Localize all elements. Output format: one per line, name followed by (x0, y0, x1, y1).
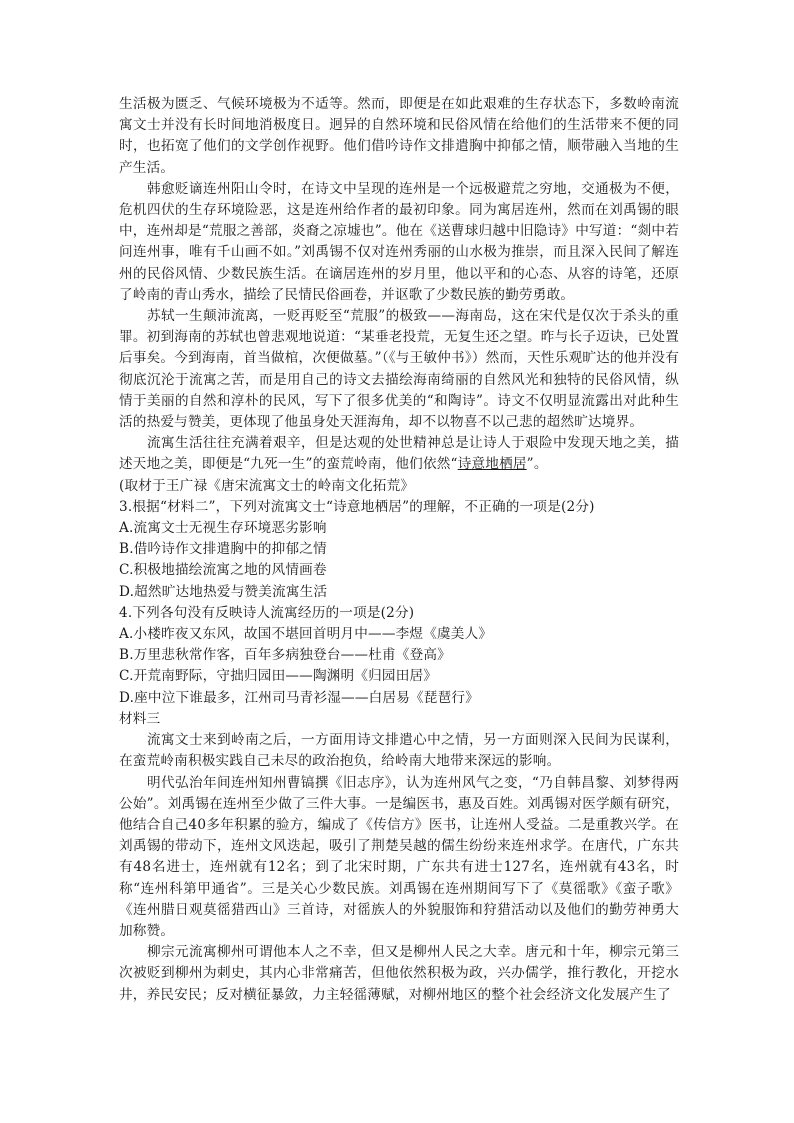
material2-paragraph-4 (119, 433, 679, 475)
paragraph-4-text: 流寓生活往往充满着艰辛，但是达观的处世精神总是让诗人于艰险中发现天地之美，描述天地之美，即便是“九死一生”的蛮荒岭南，他们依然“ (119, 435, 679, 473)
question-4-option-d: D.座中泣下谁最多，江州司马青衫湿——白居易《琵琶行》 (119, 689, 479, 706)
paragraph-4-end: ”。 (526, 456, 548, 473)
question-3-option-d: D.超然旷达地热爱与赞美流寓生活 (119, 583, 328, 600)
question-3-option-c: C.积极地描绘流寓之地的风情画卷 (119, 562, 327, 579)
document-page (119, 94, 679, 1006)
question-3-stem: 3.根据“材料二”，下列对流寓文士“诗意地栖居”的理解，不正确的一项是(2分) (119, 498, 595, 515)
question-4-option-b: B.万里悲秋常作客，百年多病独登台——杜甫《登高》 (119, 647, 451, 664)
question-3-option-b: B.借吟诗作文排遣胸中的抑郁之情 (119, 541, 327, 558)
material2-paragraph-1: 生活极为匮乏、气候环境极为不适等。然而，即便是在如此艰难的生存状态下，多数岭南流寓文士并没有长时间地消极度日。迥异的自然环境和民俗风情在给他们的生活带来不便的同时，也拓宽了他们的文学创作视野。他们借吟诗作文排遣胸中抑郁之情，顺带融入当地的生产生活。 (119, 96, 679, 176)
material3-paragraph-2: 明代弘治年间连州知州曹镐撰《旧志序》，认为连州风气之变，“乃自韩昌黎、刘梦得两公始”。刘禹锡在连州至少做了三件大事。一是编医书，惠及百姓。刘禹锡对医学颇有研究，他结合自己40多年积累的验方，编成了《传信方》医书，让连州人受益。二是重教兴学。在刘禹锡的带动下，连州文风迭起，吸引了荆楚吴越的儒生纷纷来连州求学。在唐代，广东共有48名进士，连州就有12名；到了北宋时期，广东共有进士127名，连州就有43名，时称“连州科第甲通省”。三是关心少数民族。刘禹锡在连州期间写下了《莫徭歌》《蛮子歌》《连州腊日观莫徭猎西山》三首诗，对徭族人的外貌服饰和狩猎活动以及他们的勤劳神勇大加称赞。 (119, 774, 679, 939)
material3-paragraph-1: 流寓文士来到岭南之后，一方面用诗文排遣心中之情，另一方面则深入民间为民谋利，在蛮荒岭南积极实践自己未尽的政治抱负，给岭南大地带来深远的影响。 (119, 732, 679, 770)
material2-paragraph-2: 韩愈贬谪连州阳山令时，在诗文中呈现的连州是一个远极避荒之穷地，交通极为不便，危机四伏的生存环境险恶，这是连州给作者的最初印象。同为寓居连州，然而在刘禹锡的眼中，连州却是“荒服之善部，炎裔之凉墟也”。他在《送曹球归越中旧隐诗》中写道：“剡中若问连州事，唯有千山画不如。”刘禹锡不仅对连州秀丽的山水极为推崇，而且深入民间了解连州的民俗风情、少数民族生活。在谪居连州的岁月里，他以平和的心态、从容的诗笔，还原了岭南的青山秀水，描绘了民情民俗画卷，并讴歌了少数民族的勤劳勇敢。 (119, 180, 679, 303)
question-3-option-a: A.流寓文士无视生存环境恶劣影响 (119, 520, 327, 537)
underlined-phrase: 诗意地栖居 (457, 456, 527, 473)
material3-paragraph-3: 柳宗元流寓柳州可谓他本人之不幸，但又是柳州人民之大幸。唐元和十年，柳宗元第三次被贬到柳州为刺史，其内心非常痛苦，但他依然积极为政，兴办儒学，推行教化，开挖水井，养民安民；反对横征暴敛，力主轻徭薄赋，对柳州地区的整个社会经济文化发展产生了 (119, 944, 679, 1003)
material2-paragraph-3: 苏轼一生颠沛流离，一贬再贬至“荒服”的极致——海南岛，这在宋代是仅次于杀头的重罪。初到海南的苏轼也曾悲观地说道：“某垂老投荒，无复生还之望。昨与长子迈诀，已处置后事矣。今到海南，首当做棺，次便做墓。”（《与王敏仲书》）然而，天性乐观旷达的他并没有彻底沉沦于流寓之苦，而是用自己的诗文去描绘海南绮丽的自然风光和独特的民俗风情，纵情于美丽的自然和淳朴的民风，写下了很多优美的“和陶诗”。诗文不仅明显流露出对此种生活的热爱与赞美，更体现了他虽身处天涯海角，却不以物喜不以己悲的超然旷达境界。 (119, 308, 679, 431)
question-4-option-c: C.开荒南野际，守拙归园田——陶渊明《归园田居》 (119, 668, 438, 685)
material3-title: 材料三 (119, 710, 161, 727)
source-citation: (取材于王广禄《唐宋流寓文士的岭南文化拓荒》 (119, 477, 415, 494)
question-4-stem: 4.下列各句没有反映诗人流寓经历的一项是(2分) (119, 604, 415, 621)
question-4-option-a: A.小楼昨夜又东风，故国不堪回首明月中——李煜《虞美人》 (119, 626, 493, 643)
